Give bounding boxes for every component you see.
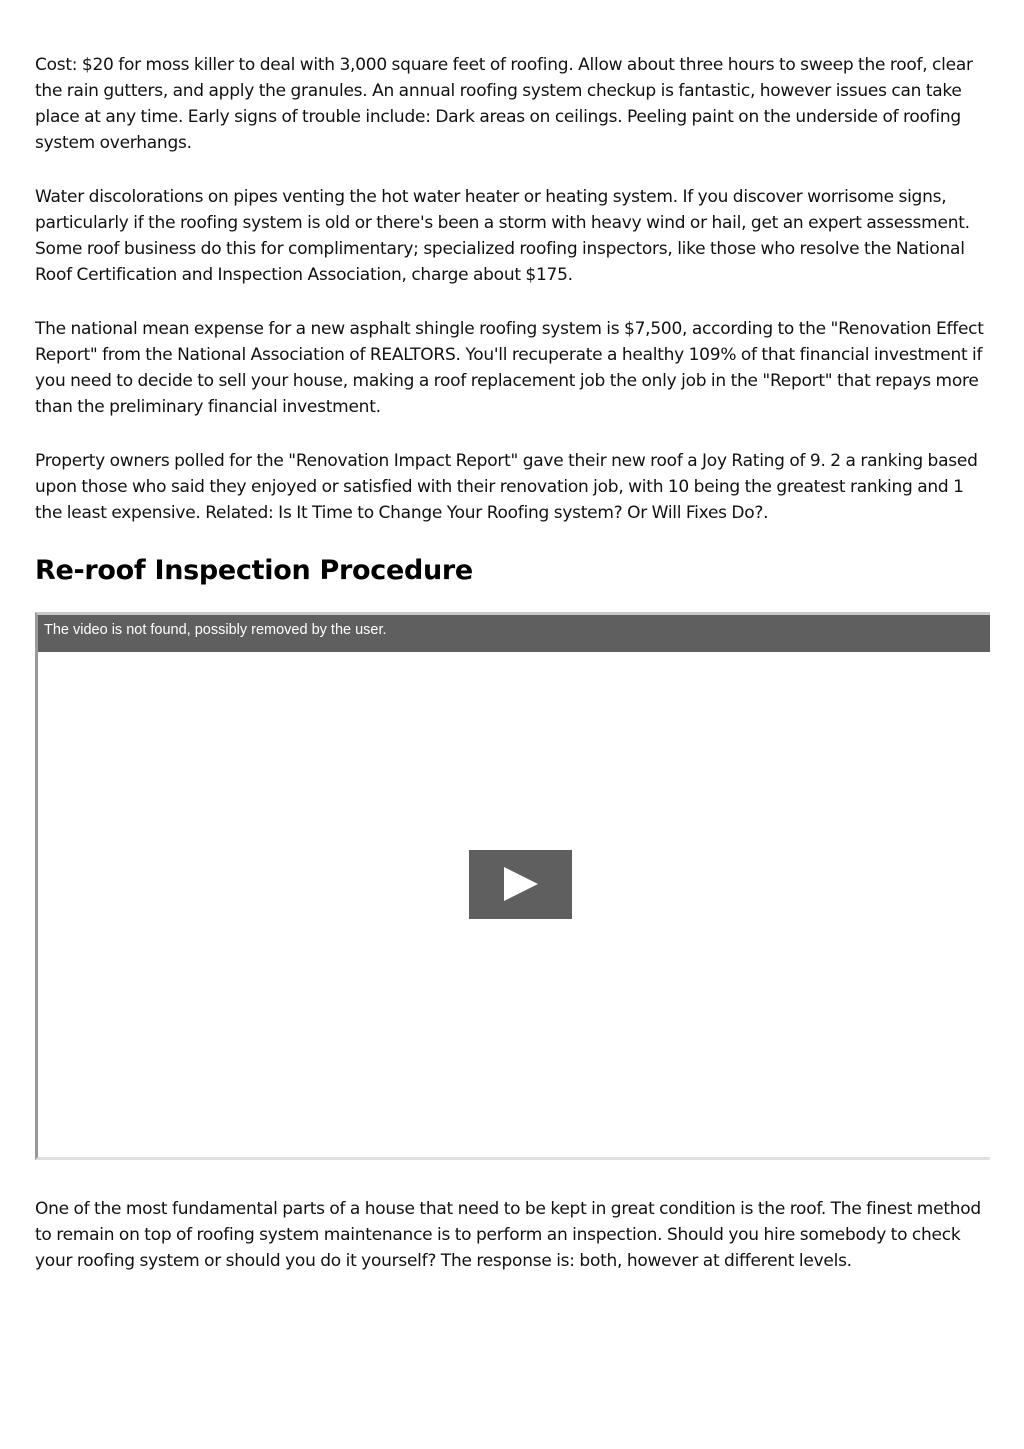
video-player[interactable]: [35, 612, 990, 1160]
paragraph-inspection-intro: One of the most fundamental parts of a house that need to be kept in great condition is the roof. The finest method to remain on top of roofing system maintenance is to perform an inspection. Should you hire somebody to check your roofing system or should you do it yourself? The response is: both, however at different levels.: [35, 1199, 981, 1271]
video-error-message: The video is not found, possibly removed by the user.: [44, 622, 387, 638]
paragraph-moss-cost: Cost: $20 for moss killer to deal with 3,000 square feet of roofing. Allow about three hours to sweep the roof, clear the rain gutters, and apply the granules. An annual roofing system checkup is fantastic, however issues can take place at any time. Early signs of trouble include: Dark areas on ceilings. Peeling paint on the underside of roofing system overhangs.: [35, 55, 973, 153]
play-icon: [504, 867, 538, 901]
play-button[interactable]: [469, 850, 572, 919]
section-heading: Re-roof Inspection Procedure: [35, 555, 473, 586]
paragraph-joy-rating: Property owners polled for the "Renovation Impact Report" gave their new roof a Joy Rating of 9. 2 a ranking based upon those who said they enjoyed or satisfied with their renovation job, with 10 being the greatest ranking and 1 the least expensive. Related: Is It Time to Change Your Roofing system? Or Will Fixes Do?.: [35, 451, 978, 523]
paragraph-national-expense: The national mean expense for a new asphalt shingle roofing system is $7,500, according to the "Renovation Effect Report" from the National Association of REALTORS. You'll recuperate a healthy 109% of that financial investment if you need to decide to sell your house, making a roof replacement job the only job in the "Report" that repays more than the preliminary financial investment.: [35, 319, 984, 417]
video-error-bar: [38, 615, 990, 652]
paragraph-water-discolorations: Water discolorations on pipes venting the hot water heater or heating system. If you discover worrisome signs, particularly if the roofing system is old or there's been a storm with heavy wind or hail, get an expert assessment. Some roof business do this for complimentary; specialized roofing inspectors, like those who resolve the National Roof Certification and Inspection Association, charge about $175.: [35, 187, 970, 285]
